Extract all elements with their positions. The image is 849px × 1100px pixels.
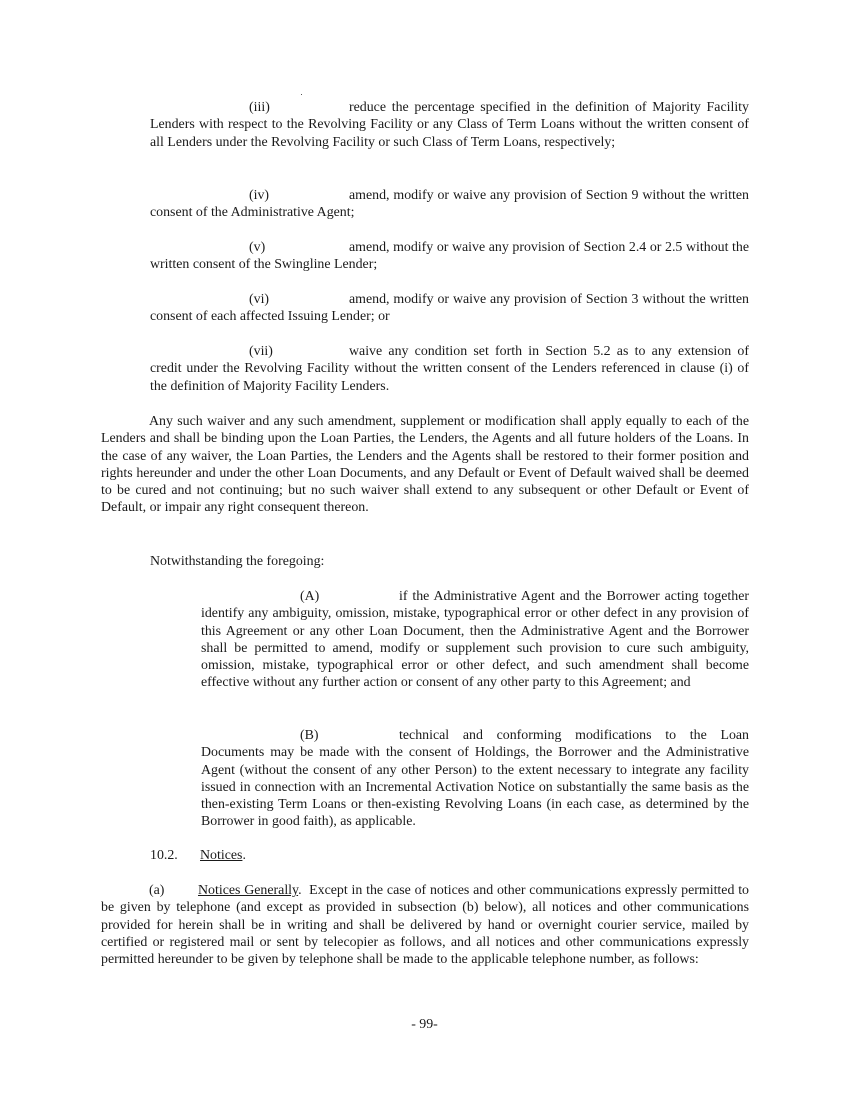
notwithstanding-line: Notwithstanding the foregoing:	[150, 554, 325, 569]
section-heading: 10.2. Notices.	[150, 848, 246, 863]
subclause-first-line: technical and conforming modifications to the Loan	[399, 728, 749, 743]
scan-speck	[301, 94, 302, 95]
clause-first-line: waive any condition set forth in Section 5.2 as to any extension	[349, 344, 732, 359]
subclause-label: (A)	[300, 589, 320, 604]
notices-generally-paragraph: (a) Notices Generally. Except in the case of notices and other communications expressly permitted to be given by telephone (and except as provided in subsection (b) below), all notices and other communications provided for herein shall be in writing and shall be delivered by hand or overnight courier service, mailed by certified or registered mail or sent by telecopier as follows, and all notices and other communications expressly permitted hereunder to be given by telephone shall be made to the applicable telephone number, as follows:	[101, 883, 749, 968]
clause-iv	[150, 187, 749, 222]
subclause-first-line: if the Administrative Agent and the Borrower acting	[399, 589, 699, 604]
subsection-first-line: Except in the case of notices and other communications	[309, 883, 622, 898]
section-number: 10.2.	[150, 848, 178, 863]
clause-label: (vi)	[249, 292, 270, 307]
clause-iii	[150, 99, 749, 151]
clause-text: Facility Lenders with respect to the Revolving Facility or any Class of Term Loans without the written consent of all Lenders under the Revolving Facility or such Class of Term Loans, respectively;	[150, 100, 749, 150]
subclause-text: together identify any ambiguity, omission, mistake, typographical error or other defect in any provision of this Agreement or any other Loan Document, then the Administrative Agent and the Borrower shall be permitted to amend, modify or supplement such provision to cure such ambiguity, omission, mistake, typographical error or other defect, and such amendment shall become effective without any further action or consent of any other party to this Agreement; and	[201, 589, 749, 691]
clause-first-line: amend, modify or waive any provision of Section 9 without the	[349, 188, 706, 203]
clause-text: without the written consent of the Swingline Lender;	[150, 240, 750, 273]
clause-label: (vii)	[249, 344, 273, 359]
clause-text: of credit under the Revolving Facility without the written consent of the Lenders referenced in clause (i) of the definition of Majority Facility Lenders.	[150, 344, 749, 394]
subclause-label: (B)	[300, 728, 319, 743]
waiver-paragraph: Any such waiver and any such amendment, supplement or modification shall apply equally to each of the Lenders and shall be binding upon the Loan Parties, the Lenders, the Agents and all future holders of the Loans. In the case of any waiver, the Loan Parties, the Lenders and the Agents shall be restored to their former position and rights hereunder and under the other Loan Documents, and any Default or Event of Default waived shall be deemed to be cured and not continuing; but no such waiver shall extend to any subsequent or other Default or Event of Default, or impair any right consequent thereon.	[101, 414, 749, 516]
subsection-text: expressly permitted to be given by telephone (and except as provided in subsection (b) below), all notices and other communications provided for herein shall be in writing and shall be delivered by hand or overnight courier service, mailed by certified or registered mail or sent by telecopier as follows, and all notices and other communications expressly permitted hereunder to be given by telephone shall be made to the applicable telephone number, as follows:	[101, 883, 749, 968]
clause-first-line: amend, modify or waive any provision of Section 3 without the	[349, 292, 706, 307]
clause-v	[150, 239, 749, 274]
clause-text: written consent of each affected Issuing Lender; or	[150, 292, 749, 325]
subsection-heading: Notices Generally	[198, 883, 299, 898]
page-number: - 99-	[411, 1017, 438, 1032]
clause-vi	[150, 291, 749, 326]
clause-first-line: reduce the percentage specified in the definition of Majority	[349, 100, 701, 115]
subclause-b	[201, 727, 749, 831]
subclause-text: Documents may be made with the consent of Holdings, the Borrower and the Administrative Agent (without the consent of any other Person) to the extent necessary to integrate any facility issued in connection with an Incremental Activation Notice on substantially the same basis as the then-existing Term Loans or then-existing Revolving Loans (in each case, as determined by the Borrower in good faith), as applicable.	[201, 745, 749, 830]
clause-first-line: amend, modify or waive any provision of Section 2.4 or 2.5	[349, 240, 683, 255]
clause-label: (v)	[249, 240, 266, 255]
subclause-a	[201, 588, 749, 692]
clause-label: (iii)	[249, 100, 270, 115]
section-title: Notices	[200, 848, 243, 863]
clause-text: written consent of the Administrative Agent;	[150, 188, 749, 221]
clause-label: (iv)	[249, 188, 270, 203]
clause-vii	[150, 343, 749, 395]
subsection-label: (a)	[149, 883, 165, 898]
